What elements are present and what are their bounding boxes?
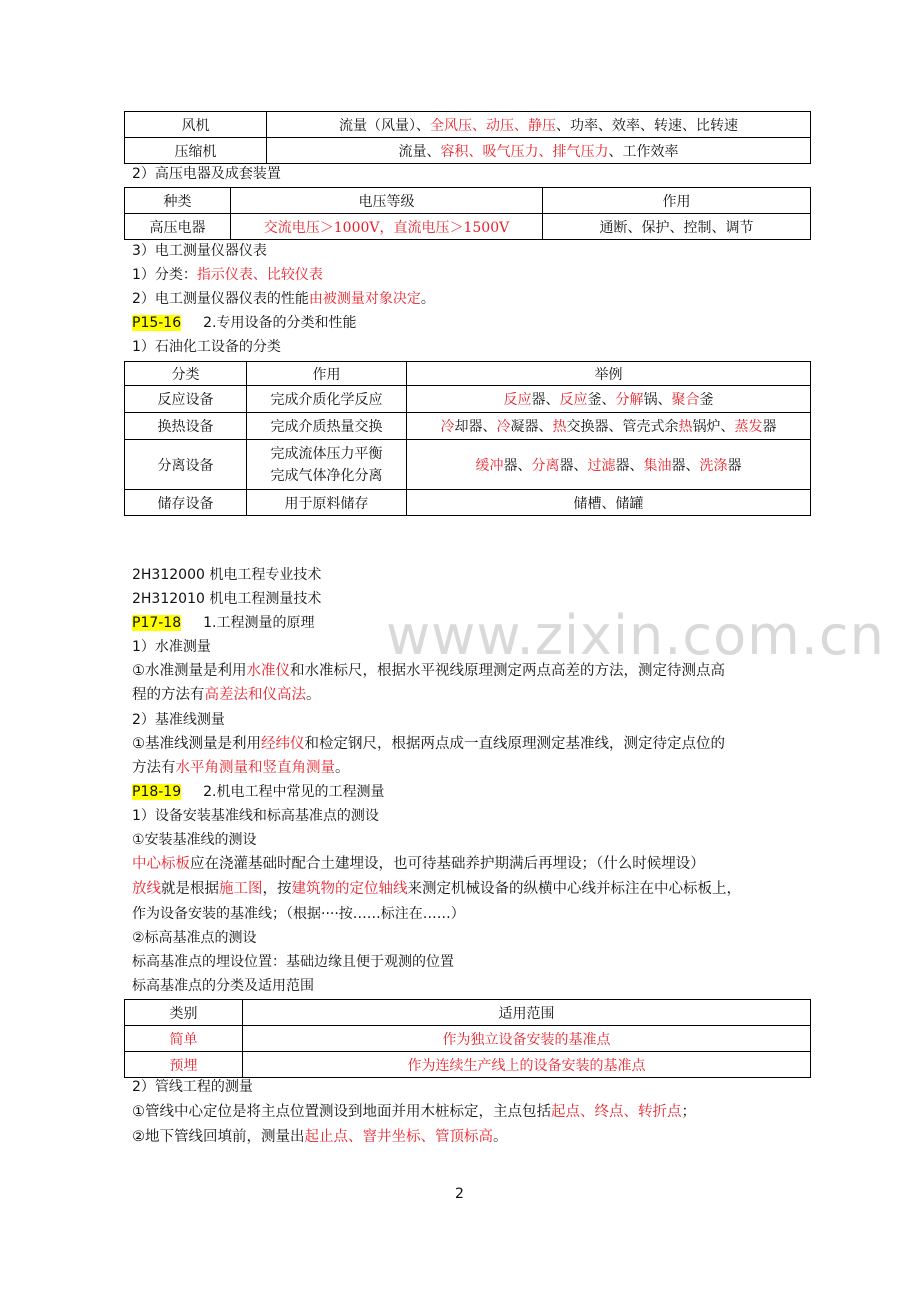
paragraph-line [132,733,725,755]
text-red: 分离 [531,457,560,474]
table-cell: 压缩机 [125,138,267,164]
paragraph-line [132,1101,696,1123]
text-red: 冷 [440,419,455,435]
header-cell: 类别 [125,1000,243,1026]
text-red: 指示仪表、比较仪表 [196,267,323,283]
text: 完成流体压力平衡 [270,445,383,462]
paragraph-line [132,878,741,900]
text: 器、 [503,457,532,474]
table-header-row [125,362,811,386]
table-cell: 作为连续生产线上的设备安装的基准点 [243,1052,811,1078]
text: 器、 [531,392,560,408]
paragraph-line [132,684,321,706]
page-ref-heading [132,782,384,802]
chapter-heading: 2H312010 机电工程测量技术 [132,591,322,607]
text-red: 蒸发 [734,419,763,435]
text-red: 高差法和仪高法 [204,687,306,703]
text: 釜、 [587,392,616,408]
table-cell: 通断、保护、控制、调节 [543,214,811,240]
meter-classification [132,265,323,285]
paragraph-line [132,853,705,875]
text: 方法有 [132,760,176,776]
table-cell [267,138,811,164]
table-cell [267,112,811,138]
page-number: 2 [455,1186,464,1202]
page-ref-tag: P17-18 [132,615,182,631]
text-red: 反应 [559,392,588,408]
text: 器、 [671,457,700,474]
paragraph-line [132,757,350,779]
text: 。 [335,760,350,776]
header-cell: 电压等级 [231,188,543,214]
table-row [125,214,811,240]
text: 。 [306,687,321,703]
text-red: 冷 [496,419,511,435]
table-row [125,413,811,440]
text-red: 热 [552,419,567,435]
table-header-row [125,188,811,214]
table-cell: 简单 [125,1026,243,1052]
table-cell: 预埋 [125,1052,243,1078]
text: 2）电工测量仪器仪表的性能 [132,291,309,307]
text-red: 由被测量对象决定 [308,291,421,307]
table-cell [407,413,811,440]
text: 凝器、 [510,419,553,435]
table-cell: 风机 [125,112,267,138]
section-title: 3）电工测量仪器仪表 [132,243,267,259]
table-row [125,138,811,164]
table-cell [407,386,811,413]
page-ref-tag: P15-16 [132,315,182,331]
table-row [125,1026,811,1052]
header-cell: 举例 [407,362,811,386]
meter-performance [132,289,435,309]
section-title: 2）管线工程的测量 [132,1079,253,1095]
table-cell: 完成介质热量交换 [247,413,407,440]
text: 流量（风量）、 [339,117,430,134]
header-cell: 适用范围 [243,1000,811,1026]
page-ref-heading [132,613,314,633]
table-cell: 完成介质化学反应 [247,386,407,413]
text-red: 分解 [615,392,644,408]
table-row [125,440,811,490]
table-row [125,112,811,138]
text-red: 集油 [643,457,672,474]
watermark: www.zixin.com.cn [386,604,885,667]
text-red: 建筑物的定位轴线 [291,881,408,897]
table-cell: 高压电器 [125,214,231,240]
table-header-row [125,1000,811,1026]
table-cell: 储存设备 [125,490,247,516]
table-cell: 换热设备 [125,413,247,440]
paragraph-line [132,1126,508,1148]
text: 交换器、管壳式余 [566,419,679,435]
text: 和水准标尺，根据水平视线原理测定两点高差的方法，测定待测点高 [290,663,725,679]
section-title: 2）基准线测量 [132,712,225,728]
text: ②地下管线回填前，测量出 [132,1129,305,1145]
text-red: 缓冲 [475,457,504,474]
paragraph-line: 标高基准点的埋设位置：基础边缘且便于观测的位置 [132,954,454,970]
hv-table [124,187,811,240]
petro-equipment-table [124,361,811,516]
text: 来测定机械设备的纵横中心线并标注在中心标板上， [407,881,741,897]
text-red: 中心标板 [132,856,190,872]
header-cell: 作用 [543,188,811,214]
table-row [125,490,811,516]
text: 锅、 [643,392,672,408]
subsection-title: ②标高基准点的测设 [132,930,257,946]
text-red: 过滤 [587,457,616,474]
text: 1）分类： [132,267,197,283]
text: ①管线中心定位是将主点位置测设到地面并用木桩标定，主点包括 [132,1104,551,1120]
section-title: 1）石油化工设备的分类 [132,339,281,355]
text-red: 热 [678,419,693,435]
text-red: 全风压、动压、静压 [430,117,556,134]
table-cell [407,440,811,490]
text-red: 洗涤 [699,457,728,474]
section-title: 1）水准测量 [132,639,211,655]
text: 完成气体净化分离 [270,467,383,484]
table-cell: 交流电压＞1000V，直流电压＞1500V [231,214,543,240]
text-red: 聚合 [671,392,700,408]
text: 应在浇灌基础时配合土建埋设，也可待基础养护期满后再埋设；（什么时候埋设） [190,856,705,872]
header-cell: 分类 [125,362,247,386]
table-cell: 反应设备 [125,386,247,413]
text: 却器、 [454,419,497,435]
table-cell: 用于原料储存 [247,490,407,516]
text: 2.机电工程中常见的工程测量 [203,784,385,800]
text: 。 [420,291,435,307]
benchmark-table [124,999,811,1078]
text: 流量、 [398,143,441,160]
table-cell [407,490,811,516]
text-red: 施工图 [219,881,263,897]
text: 储槽、储罐 [573,495,644,512]
text: 器、 [615,457,644,474]
text: 器 [762,419,777,435]
table-row [125,386,811,413]
text: 就是根据 [161,881,219,897]
text: 和检定钢尺，根据两点成一直线原理测定基准线，测定待定点位的 [304,736,725,752]
text: 、工作效率 [608,143,679,160]
table-row [125,1052,811,1078]
section-title: 1）设备安装基准线和标高基准点的测设 [132,808,379,824]
subsection-title: ①安装基准线的测设 [132,832,257,848]
paragraph-line: 作为设备安装的基准线；（根据····按……标注在……） [132,906,465,922]
page-ref-heading [132,313,356,333]
table-cell: 作为独立设备安装的基准点 [243,1026,811,1052]
paragraph-line: 标高基准点的分类及适用范围 [132,978,314,994]
paragraph-line [132,660,725,682]
text: 、功率、效率、转速、比转速 [556,117,738,134]
section-title: 2）高压电器及成套装置 [132,166,281,182]
text-red: 容积、吸气压力、排气压力 [440,143,609,160]
text: 锅炉、 [692,419,735,435]
text: ①水准测量是利用 [132,663,247,679]
page-ref-tag: P18-19 [132,784,182,800]
text: 。 [493,1129,508,1145]
text: 2.专用设备的分类和性能 [203,315,357,331]
text-red: 起止点、窨井坐标、管顶标高 [304,1129,493,1145]
table-cell: 分离设备 [125,440,247,490]
text: ； [681,1104,696,1120]
table-cell [247,440,407,490]
text-red: 水平角测量和竖直角测量 [175,760,335,776]
chapter-heading: 2H312000 机电工程专业技术 [132,567,322,583]
text: ①基准线测量是利用 [132,736,261,752]
text: 器、 [559,457,588,474]
text: 1.工程测量的原理 [203,615,315,631]
text-red: 起点、终点、转折点 [551,1104,682,1120]
text: 程的方法有 [132,687,205,703]
text: 器 [727,457,742,474]
header-cell: 种类 [125,188,231,214]
text-red: 水准仪 [246,663,290,679]
text-red: 放线 [132,881,161,897]
text-red: 反应 [503,392,532,408]
fan-compressor-table [124,111,811,164]
text-red: 经纬仪 [261,736,305,752]
text: ，按 [262,881,292,897]
header-cell: 作用 [247,362,407,386]
text: 釜 [699,392,714,408]
